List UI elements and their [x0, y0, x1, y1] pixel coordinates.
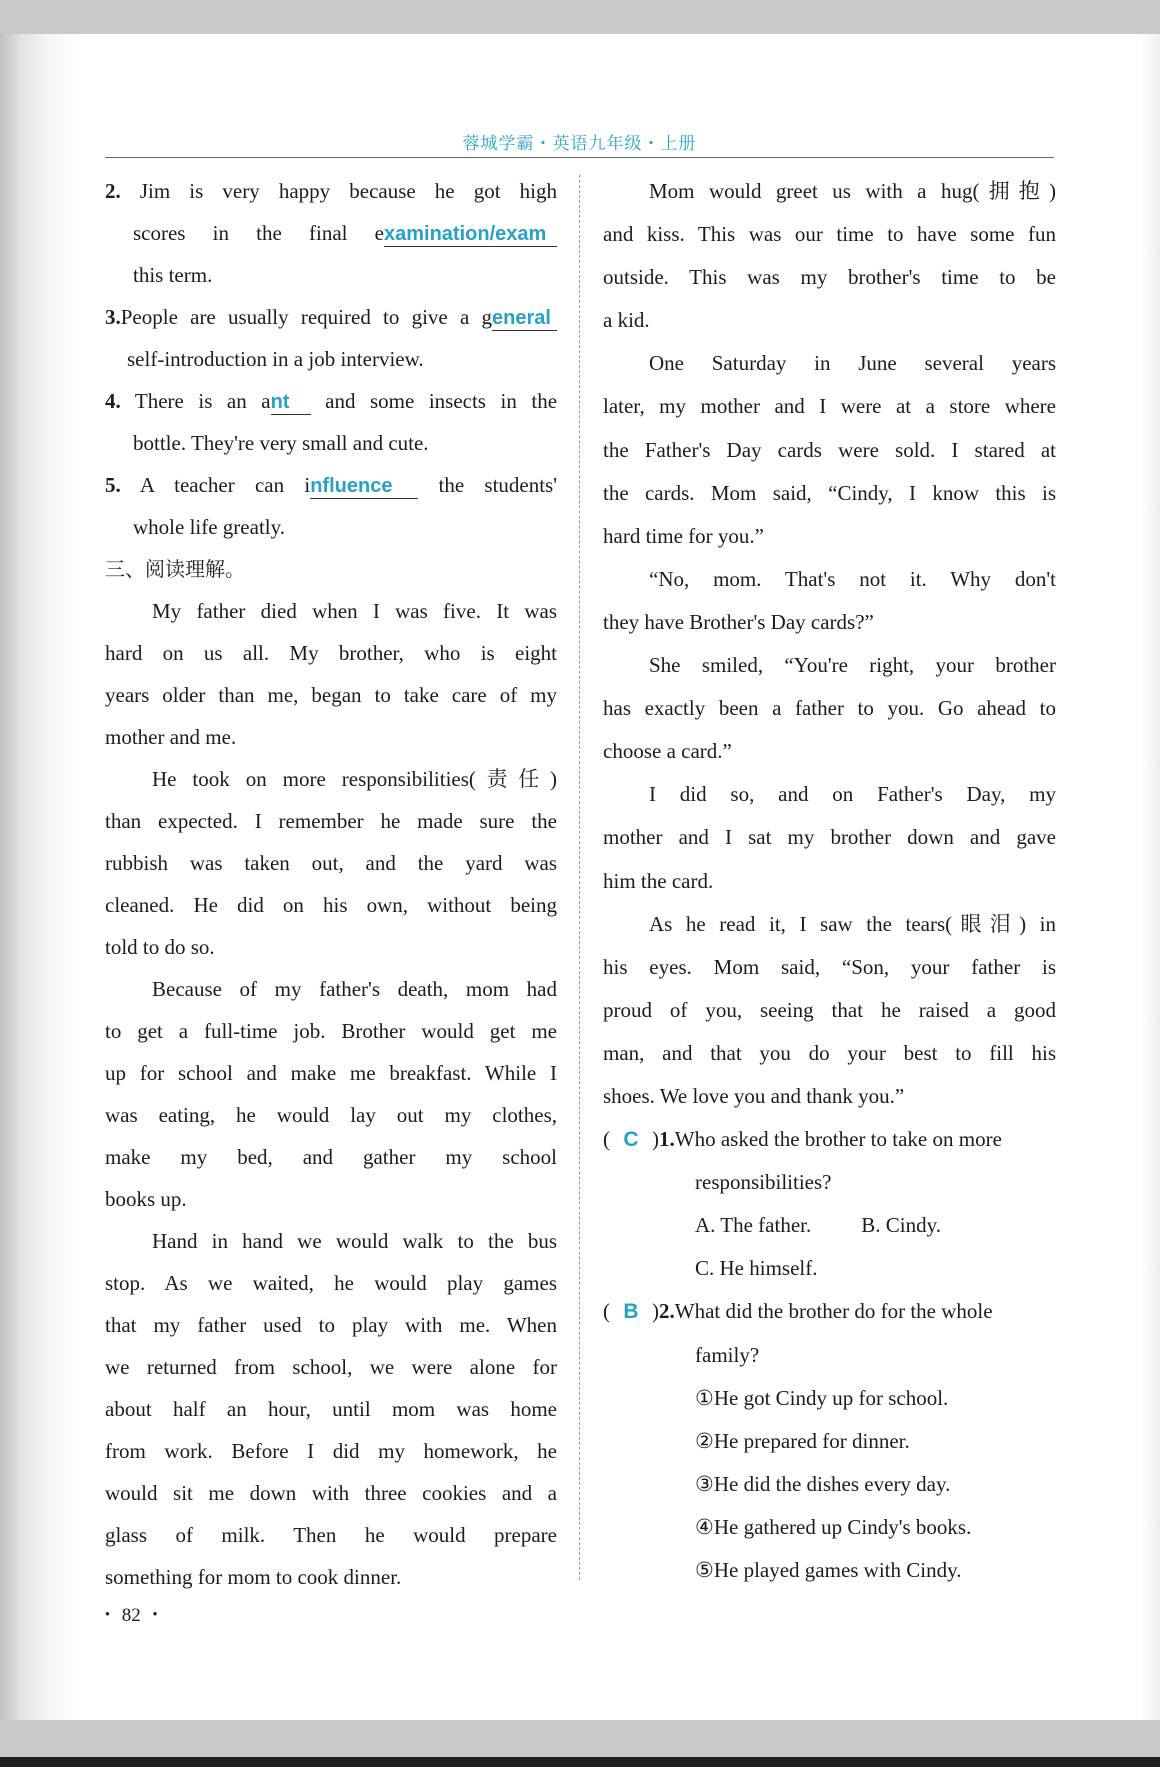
- answer-blank[interactable]: nt: [271, 390, 311, 415]
- header-title: 蓉城学霸・英语九年级・上册: [462, 134, 697, 154]
- option-b: B. Cindy.: [861, 1213, 941, 1238]
- statement-item: ④He gathered up Cindy's books.: [695, 1514, 972, 1539]
- statement-item: ②He prepared for dinner.: [695, 1428, 910, 1453]
- bottom-edge-bar: [0, 1757, 1160, 1767]
- answer-blank[interactable]: nfluence: [310, 474, 418, 499]
- option-c: C. He himself.: [695, 1256, 818, 1281]
- mc-question: ( C )1.Who asked the brother to take on more responsibilities? A. The father. B. Cindy. C. He himself.: [603, 1118, 1056, 1290]
- fill-blank-question: 3.People are usually required to give a general self-introduction in a job interview.: [105, 296, 557, 380]
- fill-blank-question: 4. There is an ant and some insects in the bottle. They're very small and cute.: [105, 389, 558, 455]
- column-divider: [579, 175, 580, 1580]
- left-column: [105, 170, 557, 1598]
- right-column: [603, 170, 1056, 1592]
- answer-blank[interactable]: eneral: [492, 306, 557, 331]
- mc-question: ( B )2.What did the brother do for the whole family? ①He got Cindy up for school. ②He prepared for dinner. ③He did the dishes every day. ④He gathered up Cindy's books. ⑤He played games with Cindy.: [603, 1290, 1056, 1592]
- answer-blank[interactable]: xamination/exam: [384, 222, 557, 247]
- section-title: 三、阅读理解。: [105, 557, 245, 581]
- statement-item: ⑤He played games with Cindy.: [695, 1558, 962, 1582]
- page-number: ・ 82 ・: [98, 1605, 165, 1626]
- page-header: [105, 91, 1054, 158]
- reading-passage-right: Mom would greet us with a hug(拥抱) and kiss. This was our time to have some fun outside. This was my brother's time to be a kid. One Saturday in June several years later, my mother and I were at a store where the Father's Day cards were sold. I stared at the cards. Mom said, “Cindy, I know this is hard time for you.” “No, mom. That's not it. Why don't they have Brother's Day cards?” She smiled, “You're right, your brother has exactly been a father to you. Go ahead to choose a card.” I did so, and on Father's Day, my mother and I sat my brother down and gave him the card. As he read it, I saw the tears(眼泪) in his eyes. Mom said, “Son, your father is proud of you, seeing that he raised a good man, and that you do your best to fill his shoes. We love you and thank you.”: [603, 179, 1056, 1108]
- statement-item: ①He got Cindy up for school.: [695, 1385, 949, 1410]
- option-a: A. The father.: [695, 1213, 812, 1238]
- reading-passage-left: My father died when I was five. It was hard on us all. My brother, who is eight years older than me, began to take care of my mother and me. He took on more responsibilities(责任) than expected. I remember he made sure the rubbish was taken out, and the yard was cleaned. He did on his own, without being told to do so. Because of my father's death, mom had to get a full-time job. Brother would get me up for school and make me breakfast. While I was eating, he would lay out my clothes, make my bed, and gather my school books up. Hand in hand we would walk to the bus stop. As we waited, he would play games that my father used to play with me. When we returned from school, we were alone for about half an hour, until mom was home from work. Before I did my homework, he would sit me down with three cookies and a glass of milk. Then he would prepare something for mom to cook dinner.: [105, 599, 557, 1589]
- fill-blank-question: 5. A teacher can influence the students' whole life greatly.: [105, 473, 558, 539]
- fill-blank-question: 2. Jim is very happy because he got high scores in the final examination/exam this term.: [105, 179, 557, 287]
- answer-choice[interactable]: B: [623, 1300, 639, 1324]
- statement-item: ③He did the dishes every day.: [695, 1471, 951, 1496]
- answer-choice[interactable]: C: [623, 1128, 639, 1152]
